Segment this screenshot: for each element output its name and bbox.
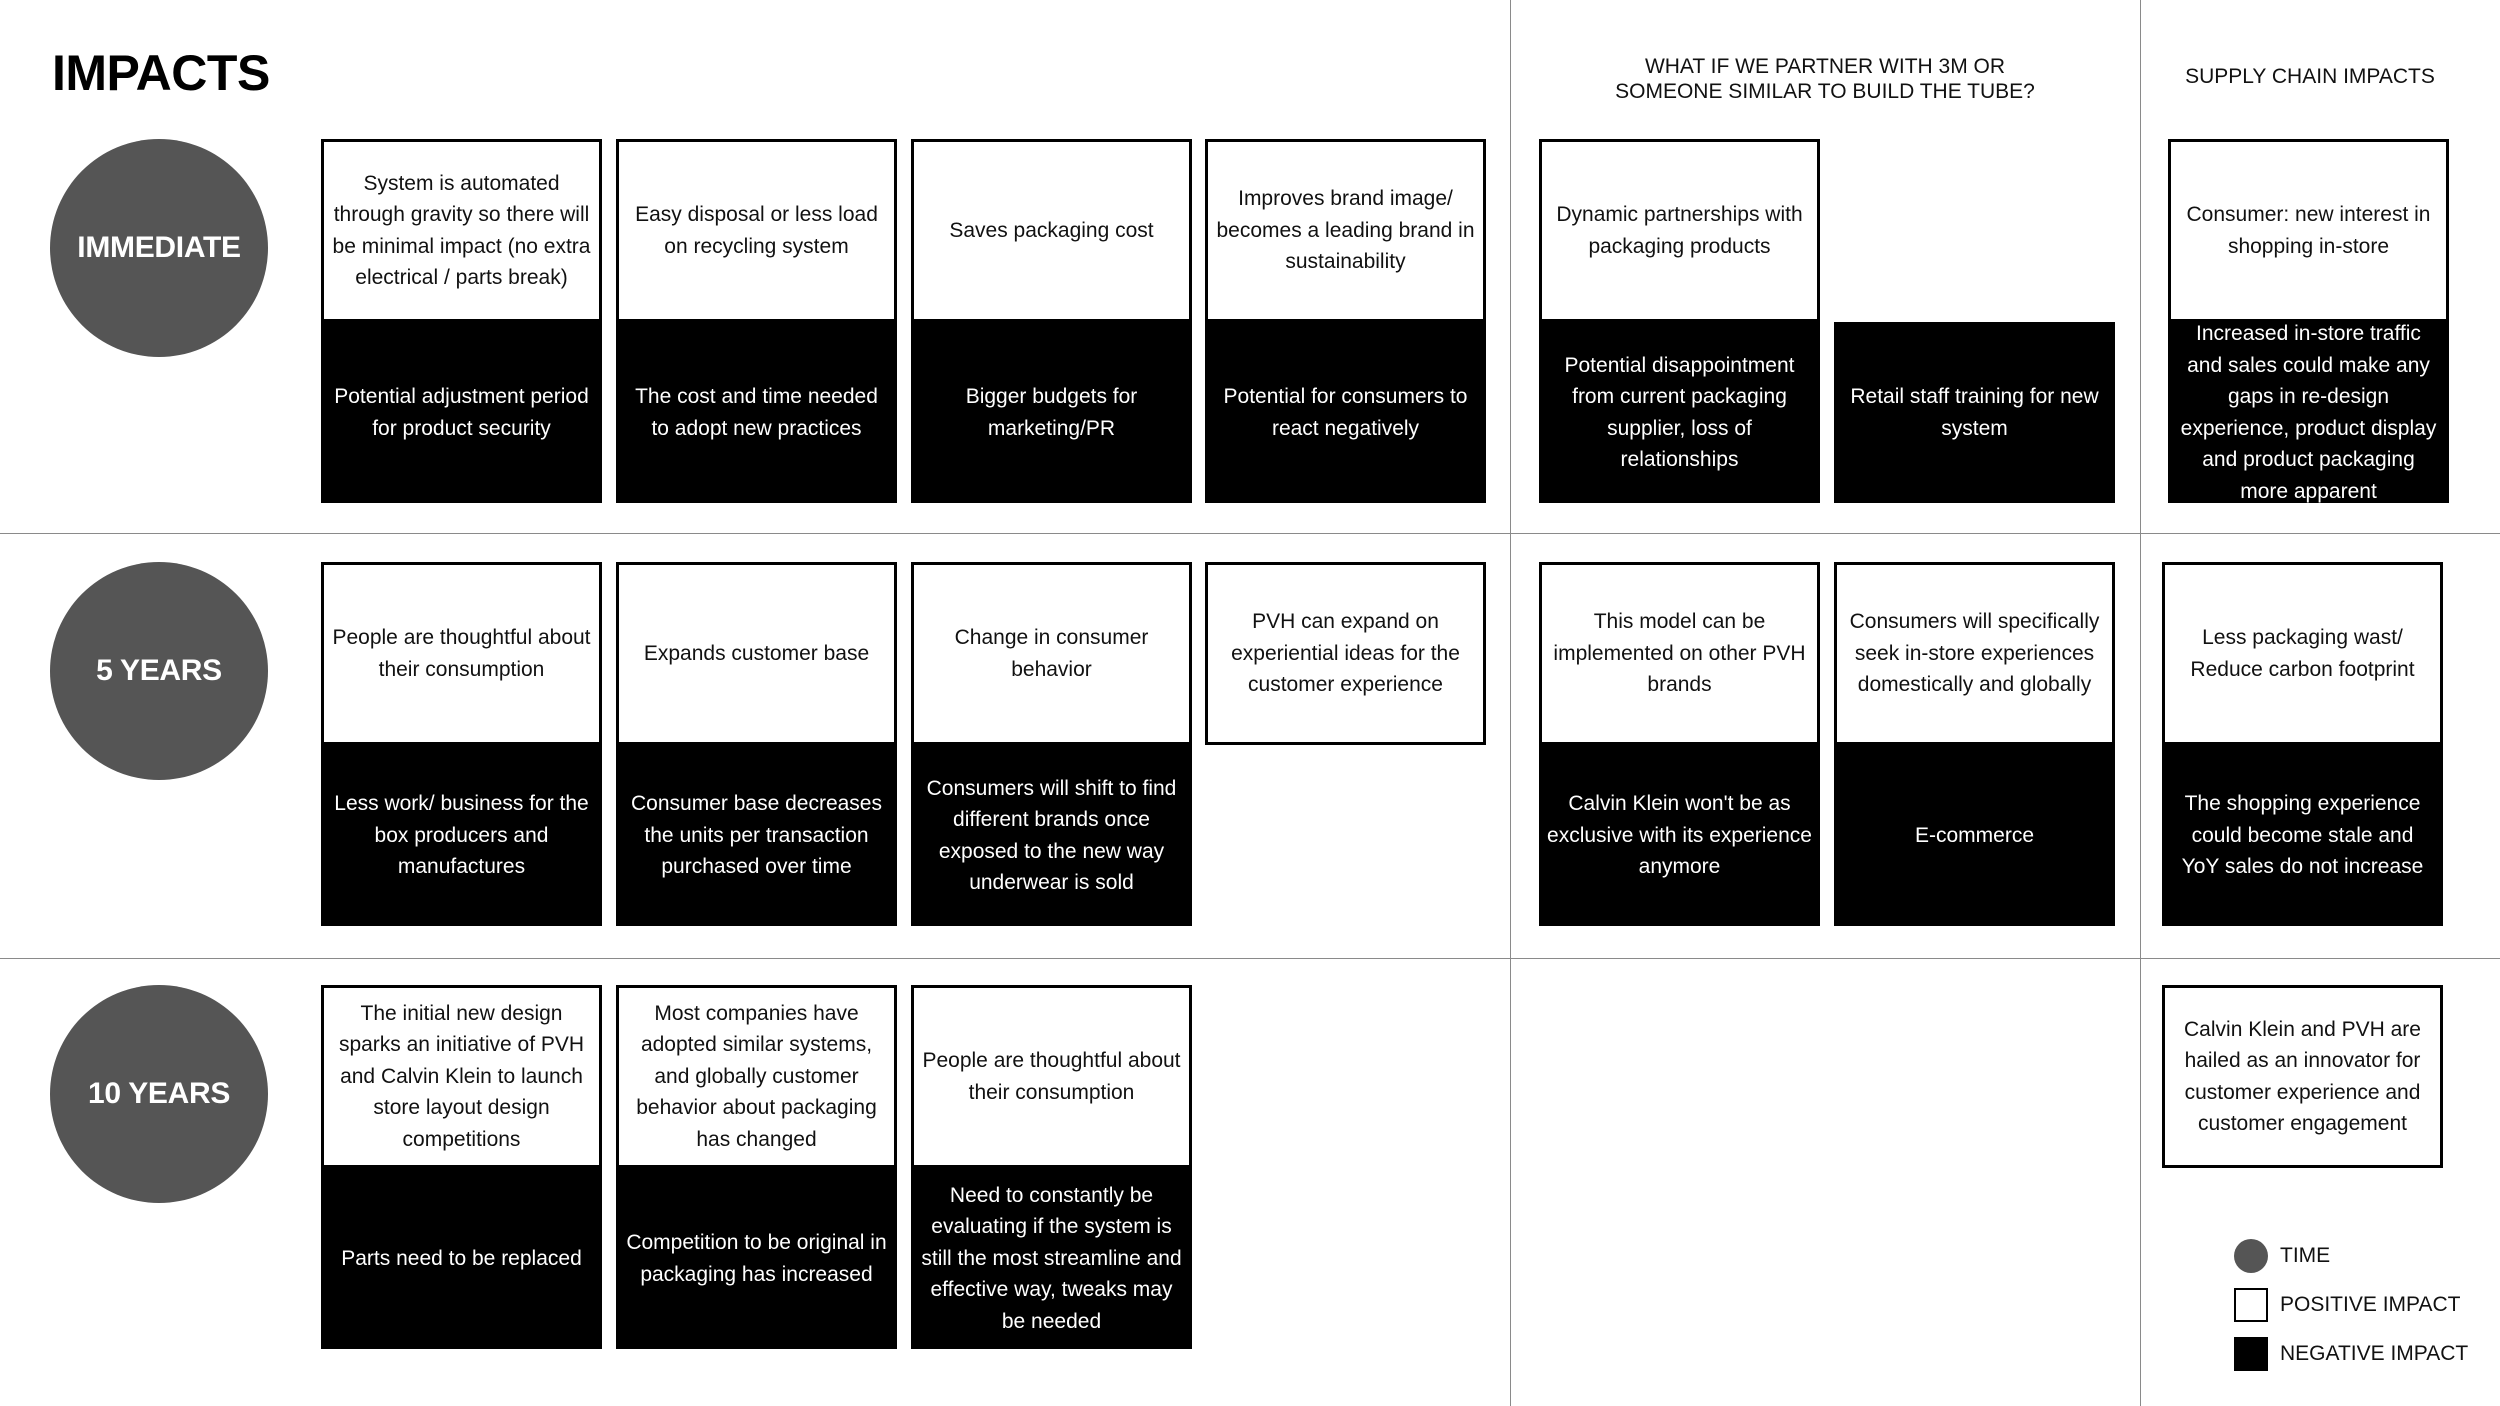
row-divider-2 [0, 958, 2500, 959]
column-divider-1 [1510, 0, 1511, 1406]
negative-impact-card: Competition to be original in packaging has increased [616, 1168, 897, 1349]
negative-impact-card: Need to constantly be evaluating if the system is still the most streamline and effective way, tweaks may be needed [911, 1168, 1192, 1349]
legend-time [2234, 1239, 2330, 1273]
positive-impact-card: Most companies have adopted similar systems, and globally customer behavior about packaging has changed [616, 985, 897, 1168]
negative-impact-card: The cost and time needed to adopt new practices [616, 322, 897, 503]
supply-chain-positive-card: Consumer: new interest in shopping in-store [2168, 139, 2449, 322]
positive-impact-card: System is automated through gravity so there will be minimal impact (no extra electrical / parts break) [321, 139, 602, 322]
supply-chain-positive-card: Less packaging wast/ Reduce carbon footprint [2162, 562, 2443, 745]
partner-negative-card: Retail staff training for new system [1834, 322, 2115, 503]
partner-positive-card: This model can be implemented on other PVH brands [1539, 562, 1820, 745]
negative-impact-card: Less work/ business for the box producers and manufactures [321, 745, 602, 926]
supply-chain-positive-card: Calvin Klein and PVH are hailed as an innovator for customer experience and customer engagement [2162, 985, 2443, 1168]
supply-chain-negative-card: Increased in-store traffic and sales could make any gaps in re-design experience, product display and product packaging more apparent [2168, 322, 2449, 503]
positive-impact-card: Improves brand image/ becomes a leading brand in sustainability [1205, 139, 1486, 322]
legend-time-label: TIME [2280, 1244, 2331, 1267]
row-divider-1 [0, 533, 2500, 534]
positive-impact-card: Expands customer base [616, 562, 897, 745]
negative-impact-card: Parts need to be replaced [321, 1168, 602, 1349]
partner-positive-card: Dynamic partnerships with packaging products [1539, 139, 1820, 322]
time-circle-5-years: 5 YEARS [50, 562, 268, 780]
negative-legend-square-icon [2234, 1337, 2268, 1371]
legend-negative [2234, 1337, 2468, 1371]
column-divider-2 [2140, 0, 2141, 1406]
positive-impact-card: Change in consumer behavior [911, 562, 1192, 745]
supply-chain-column-header: SUPPLY CHAIN IMPACTS [2185, 65, 2435, 88]
negative-impact-card: Consumers will shift to find different brands once exposed to the new way underwear is sold [911, 745, 1192, 926]
positive-impact-card: The initial new design sparks an initiative of PVH and Calvin Klein to launch store layout design competitions [321, 985, 602, 1168]
time-legend-circle-icon [2234, 1239, 2268, 1273]
positive-impact-card: People are thoughtful about their consumption [911, 985, 1192, 1168]
negative-impact-card: Bigger budgets for marketing/PR [911, 322, 1192, 503]
positive-impact-card: Easy disposal or less load on recycling system [616, 139, 897, 322]
partner-negative-card: Potential disappointment from current packaging supplier, loss of relationships [1539, 322, 1820, 503]
legend-positive-label: POSITIVE IMPACT [2280, 1293, 2461, 1316]
legend-negative-label: NEGATIVE IMPACT [2280, 1342, 2469, 1365]
negative-impact-card: Potential adjustment period for product security [321, 322, 602, 503]
partner-negative-card: Calvin Klein won't be as exclusive with its experience anymore [1539, 745, 1820, 926]
positive-impact-card: Saves packaging cost [911, 139, 1192, 322]
partner-negative-card: E-commerce [1834, 745, 2115, 926]
supply-chain-negative-card: The shopping experience could become stale and YoY sales do not increase [2162, 745, 2443, 926]
time-circle-immediate: IMMEDIATE [50, 139, 268, 357]
positive-impact-card: People are thoughtful about their consumption [321, 562, 602, 745]
positive-legend-square-icon [2234, 1288, 2268, 1322]
partner-column-header: WHAT IF WE PARTNER WITH 3M OR SOMEONE SIMILAR TO BUILD THE TUBE? [1615, 55, 2035, 103]
positive-impact-card: PVH can expand on experiential ideas for the customer experience [1205, 562, 1486, 745]
time-circle-10-years: 10 YEARS [50, 985, 268, 1203]
negative-impact-card: Potential for consumers to react negatively [1205, 322, 1486, 503]
negative-impact-card: Consumer base decreases the units per transaction purchased over time [616, 745, 897, 926]
page-title: IMPACTS [52, 45, 270, 101]
partner-positive-card: Consumers will specifically seek in-store experiences domestically and globally [1834, 562, 2115, 745]
legend-positive [2234, 1288, 2460, 1322]
